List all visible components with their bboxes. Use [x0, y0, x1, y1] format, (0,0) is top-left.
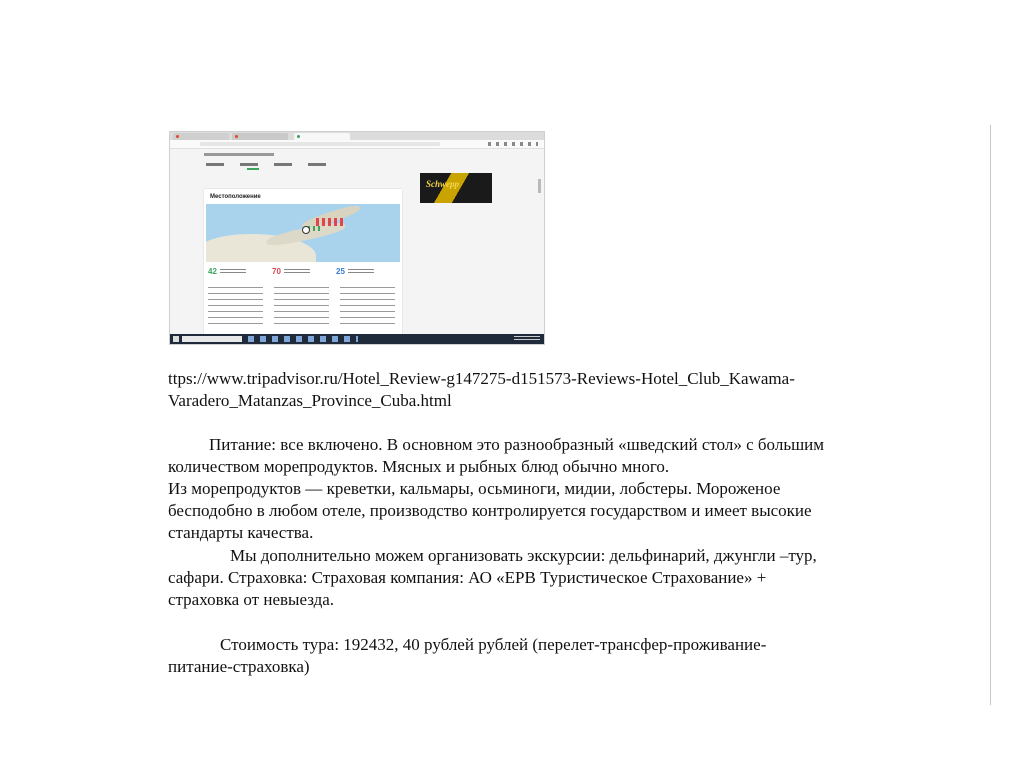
text-line: бесподобно в любом отеле, производство контролируется государством и имеет высокие — [168, 501, 812, 520]
stat-value: 42 — [208, 267, 217, 276]
location-card — [204, 189, 402, 334]
browser-tab-active — [294, 133, 350, 140]
embedded-browser-screenshot — [169, 131, 545, 345]
url-line: Varadero_Matanzas_Province_Cuba.html — [168, 391, 452, 410]
breadcrumb — [204, 153, 274, 156]
browser-tab — [173, 133, 229, 140]
browser-tab — [232, 133, 288, 140]
location-map — [206, 204, 400, 262]
taskbar-clock — [514, 336, 540, 342]
nearby-stats — [208, 267, 398, 281]
location-card-title: Местоположение — [210, 194, 261, 200]
text-line: Из морепродуктов — креветки, кальмары, осьминоги, мидии, лобстеры. Мороженое — [168, 479, 781, 498]
webpage-content — [170, 149, 544, 334]
stat-value: 25 — [336, 267, 345, 276]
page-border-line — [990, 125, 991, 705]
text-line: Мы дополнительно можем организовать экскурсии: дельфинарий, джунгли –тур, — [230, 546, 817, 565]
ad-brand-text: Schwepp — [426, 179, 460, 189]
browser-tab-bar — [170, 132, 544, 140]
nearby-lists — [208, 287, 398, 327]
address-field — [200, 142, 440, 146]
text-line: количеством морепродуктов. Мясных и рыбных блюд обычно много. — [168, 457, 670, 476]
tour-price-paragraph — [168, 634, 928, 678]
tripadvisor-url — [168, 368, 928, 412]
advertisement-banner — [420, 173, 492, 203]
url-line: ttps://www.tripadvisor.ru/Hotel_Review-g147275-d151573-Reviews-Hotel_Club_Kawama- — [168, 369, 795, 388]
text-line: страховка от невыезда. — [168, 590, 335, 609]
text-line: стандарты качества. — [168, 523, 314, 542]
active-tab-underline — [247, 168, 259, 170]
excursions-paragraph — [168, 545, 928, 611]
hotel-map-pin-icon — [302, 226, 310, 234]
text-line: сафари. Страховка: Страховая компания: АО «ЕРВ Туристическое Страхование» + — [168, 568, 767, 587]
stat-value: 70 — [272, 267, 281, 276]
windows-start-icon — [173, 336, 179, 342]
browser-address-bar — [170, 140, 544, 149]
text-line: Стоимость тура: 192432, 40 рублей рублей (перелет-трансфер-проживание- — [220, 635, 767, 654]
taskbar-app-icons — [248, 336, 358, 342]
food-paragraph — [168, 434, 928, 544]
windows-taskbar — [170, 334, 544, 344]
taskbar-search — [182, 336, 242, 342]
scrollbar-thumb — [538, 179, 541, 193]
restaurant-pins — [316, 218, 346, 226]
page-nav-tabs — [206, 163, 326, 166]
toolbar-icons — [488, 142, 538, 146]
text-line: питание-страховка) — [168, 657, 310, 676]
text-line: Питание: все включено. В основном это разнообразный «шведский стол» с большим — [209, 435, 825, 454]
